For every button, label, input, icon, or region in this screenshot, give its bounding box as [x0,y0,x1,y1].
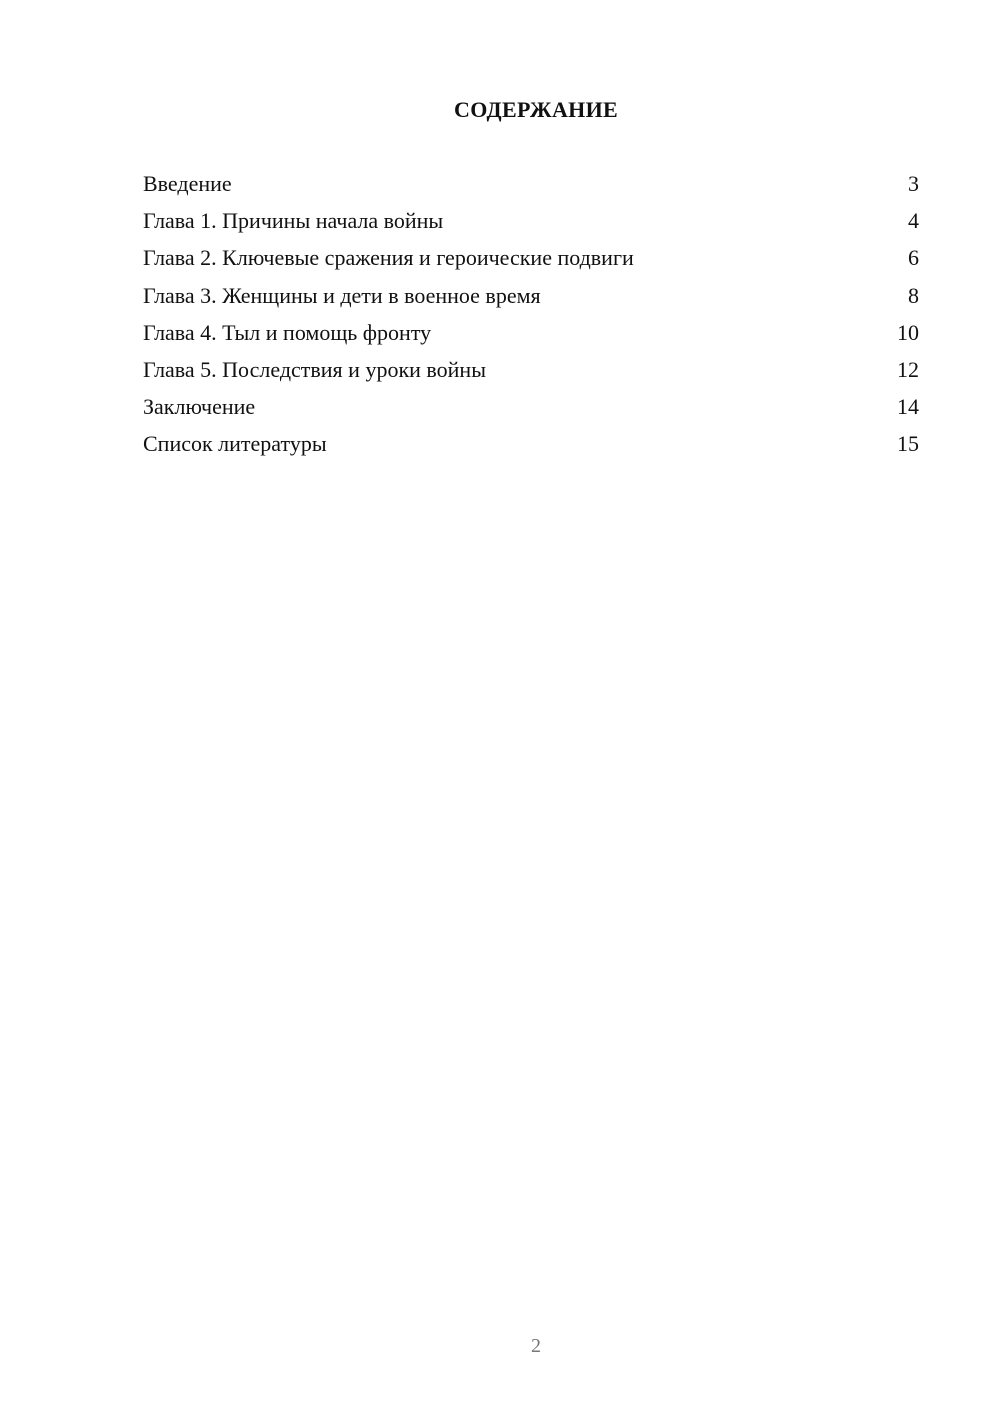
toc-entry-label: Глава 5. Последствия и уроки войны [143,356,486,382]
toc-entry-page: 4 [908,208,919,234]
toc-entry [143,242,919,279]
toc-entry-page: 8 [908,282,919,308]
toc-entry [143,317,919,354]
toc-entry-label: Заключение [143,394,256,420]
toc-entry-label: Глава 3. Женщины и дети в военное время [143,282,541,308]
toc-entry-label: Глава 1. Причины начала войны [143,208,444,234]
toc-entry-page: 3 [908,171,919,196]
toc-entry [143,428,919,465]
toc-entry [143,280,919,317]
toc-entry-label: Глава 4. Тыл и помощь фронту [143,319,432,345]
toc-entry [143,205,919,242]
toc-entry-page: 6 [908,245,919,271]
toc-entry-label: Список литературы [143,431,327,457]
toc-entry-label: Введение [143,171,232,196]
toc-entry [143,391,919,428]
page-title: СОДЕРЖАНИЕ [454,97,618,122]
toc-entry-page: 12 [897,356,919,382]
table-of-contents [143,168,919,466]
toc-entry [143,168,919,205]
toc-entry [143,354,919,391]
page-number: 2 [531,1335,541,1357]
toc-entry-page: 10 [897,319,919,345]
toc-entry-page: 14 [897,394,919,420]
toc-entry-label: Глава 2. Ключевые сражения и героические подвиги [143,245,634,271]
toc-entry-page: 15 [897,431,919,457]
